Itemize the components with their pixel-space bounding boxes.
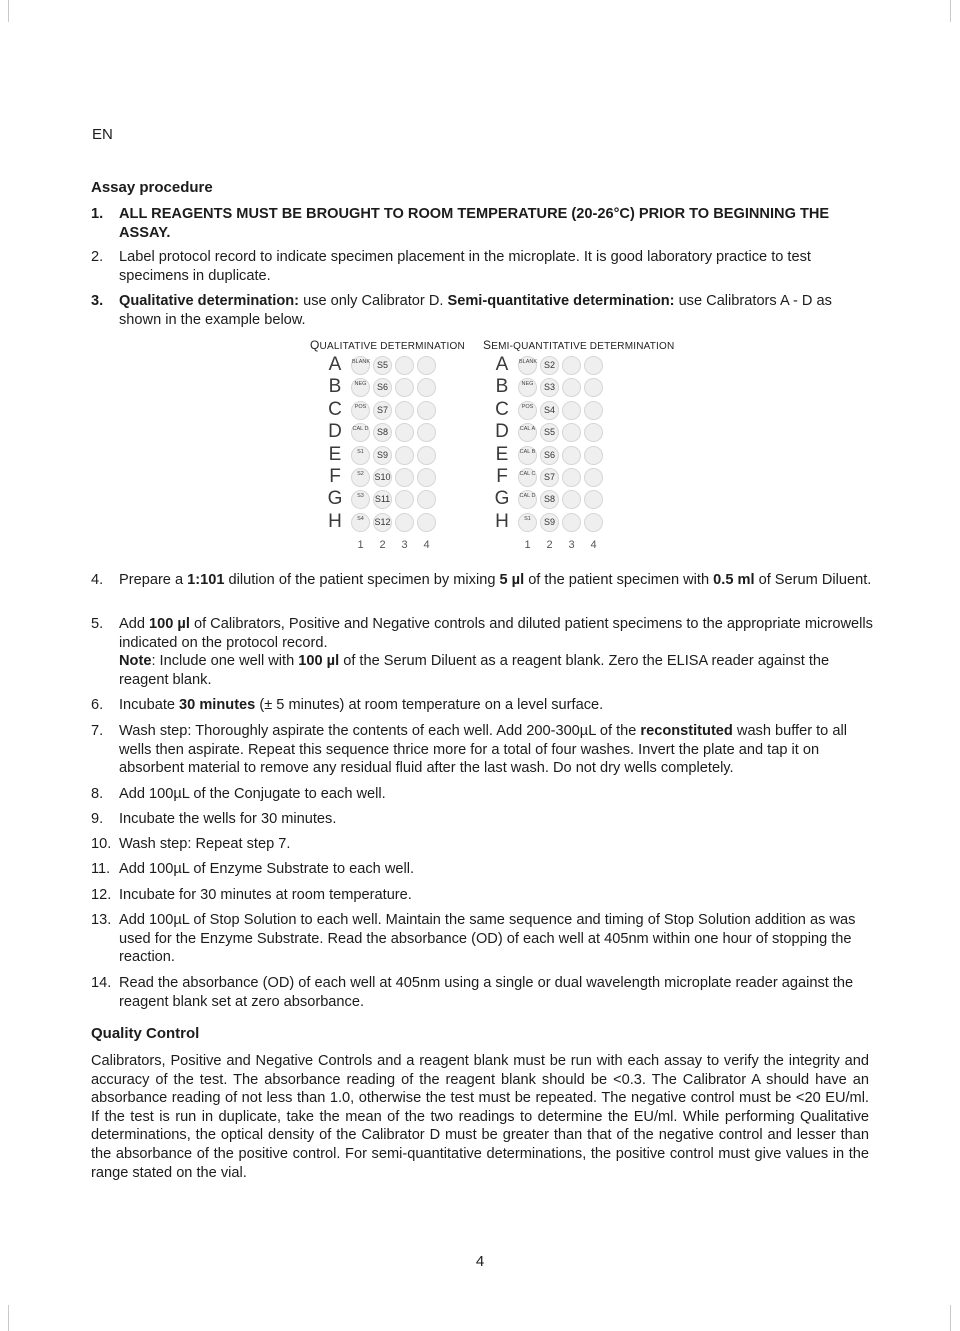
qualitative-plate: [325, 356, 445, 556]
well-e2: S6: [540, 446, 559, 465]
well-b4: [584, 378, 603, 397]
well-d4: [584, 423, 603, 442]
well-f2: S7: [540, 468, 559, 487]
well-c1: POS: [518, 401, 537, 420]
column-number-4: 4: [423, 539, 430, 552]
well-b4: [417, 378, 436, 397]
semi-quantitative-plate-title: SEMI-QUANTITATIVE DETERMINATION: [483, 338, 675, 352]
well-e1: S1: [351, 446, 370, 465]
well-a3: [562, 356, 581, 375]
quality-control-paragraph: Calibrators, Positive and Negative Controls and a reagent blank must be run with each assay to verify the integrity and accuracy of the test. The absorbance reading of the reagent blank should be <0.3. The Calibrator A should have an absorbance reading of not less than 1.0, otherwise the test must be repeated. The negative control must be <20 EU/ml. If the test is run in duplicate, take the mean of the two readings to determine the EU/ml. While performing Qualitative determinations, the optical density of the Calibrator D must be greater than that of the negative control and lesser than the absorbance of the positive control. For semi-quantitative determinations, the positive control must give values in the range stated on the vial.: [91, 1053, 869, 1181]
well-f4: [584, 468, 603, 487]
well-f3: [395, 468, 414, 487]
well-a4: [584, 356, 603, 375]
row-label-h: H: [495, 510, 509, 532]
row-label-f: F: [496, 466, 508, 487]
step-11: 11. Add 100µL of Enzyme Substrate to each well.: [91, 860, 873, 879]
step-1: 1. ALL REAGENTS MUST BE BROUGHT TO ROOM TEMPERATURE (20-26°C) PRIOR TO BEGINNING THE ASSAY.: [91, 205, 873, 242]
row-label-e: E: [495, 443, 509, 465]
well-f3: [562, 468, 581, 487]
quality-control-title: Quality Control: [91, 1025, 200, 1042]
row-label-a: A: [495, 354, 509, 375]
well-b2: S6: [373, 378, 392, 397]
row-label-g: G: [494, 488, 510, 510]
well-c3: [562, 401, 581, 420]
well-e4: [584, 446, 603, 465]
well-c1: POS: [351, 401, 370, 420]
crop-mark-top-left: [8, 0, 9, 22]
assay-procedure-title: Assay procedure: [91, 179, 213, 196]
well-g4: [417, 490, 436, 509]
well-d1: CAL A: [518, 423, 537, 442]
language-label: EN: [92, 126, 113, 143]
well-c4: [417, 401, 436, 420]
step-13: 13. Add 100µL of Stop Solution to each well. Maintain the same sequence and timing of Stop Solution addition as was used for the Enzyme Substrate. Read the absorbance (OD) of each well at 405nm within one hour of stopping the reaction.: [91, 911, 873, 967]
well-g1: S3: [351, 490, 370, 509]
well-e1: CAL B: [518, 446, 537, 465]
well-a3: [395, 356, 414, 375]
step-4: 4. Prepare a 1:101 dilution of the patient specimen by mixing 5 µl of the patient specimen with 0.5 ml of Serum Diluent.: [91, 572, 872, 588]
step-2: 2. Label protocol record to indicate specimen placement in the microplate. It is good laboratory practice to test specimens in duplicate.: [91, 248, 873, 285]
well-h4: [417, 513, 436, 532]
column-number-1: 1: [357, 539, 364, 552]
well-b1: NEG: [351, 378, 370, 397]
step-10: 10. Wash step: Repeat step 7.: [91, 835, 873, 854]
step-5-text: Add 100 µl of Calibrators, Positive and Negative controls and diluted patient specimens to the appropriate microwells indicated on the protocol record. Note: Include one well with 100 µl of the Serum Diluent as a reagent blank. Zero the ELISA reader against the reagent blank.: [119, 616, 873, 688]
well-g3: [395, 490, 414, 509]
step-3-text: Qualitative determination: use only Calibrator D. Semi-quantitative determination: use Calibrators A - D as shown in the example below.: [119, 293, 832, 328]
well-b3: [395, 378, 414, 397]
well-c3: [395, 401, 414, 420]
well-d3: [562, 423, 581, 442]
crop-mark-bottom-right: [950, 1305, 951, 1331]
well-c2: S4: [540, 401, 559, 420]
row-label-d: D: [328, 421, 342, 443]
row-label-b: B: [328, 376, 342, 398]
well-a2: S5: [373, 356, 392, 375]
well-a1: BLANK: [518, 356, 537, 375]
column-number-2: 2: [379, 539, 386, 552]
well-d3: [395, 423, 414, 442]
crop-mark-bottom-left: [8, 1305, 9, 1331]
semi-quantitative-plate: [492, 356, 612, 556]
step-3: 3. Qualitative determination: use only Calibrator D. Semi-quantitative determination: use Calibrators A - D as shown in the example below.: [91, 292, 873, 329]
row-label-e: E: [328, 443, 342, 465]
step-10-text: Wash step: Repeat step 7.: [119, 836, 291, 852]
step-8: 8. Add 100µL of the Conjugate to each well.: [91, 785, 873, 804]
well-g3: [562, 490, 581, 509]
well-b1: NEG: [518, 378, 537, 397]
page-number: 4: [475, 1253, 485, 1270]
step-12: 12. Incubate for 30 minutes at room temperature.: [91, 886, 873, 905]
step-14: 14. Read the absorbance (OD) of each well at 405nm using a single or dual wavelength microplate reader against the reagent blank set at zero absorbance.: [91, 974, 873, 1011]
well-f2: S10: [373, 468, 392, 487]
well-h1: S4: [351, 513, 370, 532]
well-e3: [395, 446, 414, 465]
step-2-text: Label protocol record to indicate specimen placement in the microplate. It is good laboratory practice to test specimens in duplicate.: [119, 249, 811, 284]
well-f1: S2: [351, 468, 370, 487]
column-number-1: 1: [524, 539, 531, 552]
well-g1: CAL D: [518, 490, 537, 509]
step-9: 9. Incubate the wells for 30 minutes.: [91, 810, 873, 829]
well-d4: [417, 423, 436, 442]
step-12-text: Incubate for 30 minutes at room temperature.: [119, 887, 412, 903]
column-number-3: 3: [401, 539, 408, 552]
well-g2: S11: [373, 490, 392, 509]
step-11-text: Add 100µL of Enzyme Substrate to each well.: [119, 861, 415, 877]
step-8-text: Add 100µL of the Conjugate to each well.: [119, 786, 386, 802]
well-d1: CAL D: [351, 423, 370, 442]
step-5: 5. Add 100 µl of Calibrators, Positive and Negative controls and diluted patient specimens to the appropriate microwells indicated on the protocol record. Note: Include one well with 100 µl of the Serum Diluent as a reagent blank. Zero the ELISA reader against the reagent blank.: [91, 616, 873, 688]
row-label-d: D: [495, 421, 509, 443]
well-g4: [584, 490, 603, 509]
step-4-text: Prepare a 1:101 dilution of the patient specimen by mixing 5 µl of the patient specimen with 0.5 ml of Serum Diluent.: [119, 572, 872, 588]
well-h2: S12: [373, 513, 392, 532]
column-number-4: 4: [590, 539, 597, 552]
well-f1: CAL C: [518, 468, 537, 487]
well-e2: S9: [373, 446, 392, 465]
well-h3: [562, 513, 581, 532]
row-label-b: B: [495, 376, 509, 398]
step-7-text: Wash step: Thoroughly aspirate the contents of each well. Add 200-300µL of the reconstituted wash buffer to all wells then aspirate. Repeat this sequence thrice more for a total of four washes. Invert the plate and tap it on absorbent material to remove any residual fluid after the last wash. Do not dry wells completely.: [119, 723, 847, 777]
well-c2: S7: [373, 401, 392, 420]
step-7: 7. Wash step: Thoroughly aspirate the contents of each well. Add 200-300µL of the reconstituted wash buffer to all wells then aspirate. Repeat this sequence thrice more for a total of four washes. Invert the plate and tap it on absorbent material to remove any residual fluid after the last wash. Do not dry wells completely.: [91, 722, 873, 778]
step-6-text: Incubate 30 minutes (± 5 minutes) at room temperature on a level surface.: [119, 697, 604, 713]
row-label-g: G: [327, 488, 343, 510]
well-b2: S3: [540, 378, 559, 397]
step-13-text: Add 100µL of Stop Solution to each well. Maintain the same sequence and timing of Stop Solution addition as was used for the Enzyme Substrate. Read the absorbance (OD) of each well at 405nm within one hour of stopping the reaction.: [119, 912, 856, 966]
step-14-text: Read the absorbance (OD) of each well at 405nm using a single or dual wavelength microplate reader against the reagent blank set at zero absorbance.: [119, 975, 854, 1010]
row-label-h: H: [328, 510, 342, 532]
crop-mark-top-right: [950, 0, 951, 22]
well-h1: S1: [518, 513, 537, 532]
row-label-c: C: [495, 398, 509, 420]
row-label-a: A: [328, 354, 342, 375]
step-9-text: Incubate the wells for 30 minutes.: [119, 811, 337, 827]
column-number-2: 2: [546, 539, 553, 552]
well-b3: [562, 378, 581, 397]
well-e4: [417, 446, 436, 465]
row-label-c: C: [328, 398, 342, 420]
well-g2: S8: [540, 490, 559, 509]
well-h4: [584, 513, 603, 532]
well-d2: S8: [373, 423, 392, 442]
well-e3: [562, 446, 581, 465]
well-h3: [395, 513, 414, 532]
step-6: 6. Incubate 30 minutes (± 5 minutes) at room temperature on a level surface.: [91, 696, 873, 715]
column-number-3: 3: [568, 539, 575, 552]
well-d2: S5: [540, 423, 559, 442]
qualitative-plate-title: QUALITATIVE DETERMINATION: [310, 338, 465, 352]
well-f4: [417, 468, 436, 487]
well-c4: [584, 401, 603, 420]
step-1-text: ALL REAGENTS MUST BE BROUGHT TO ROOM TEMPERATURE (20-26°C) PRIOR TO BEGINNING THE ASSAY.: [119, 206, 830, 241]
row-label-f: F: [329, 466, 341, 487]
well-h2: S9: [540, 513, 559, 532]
well-a1: BLANK: [351, 356, 370, 375]
well-a2: S2: [540, 356, 559, 375]
well-a4: [417, 356, 436, 375]
